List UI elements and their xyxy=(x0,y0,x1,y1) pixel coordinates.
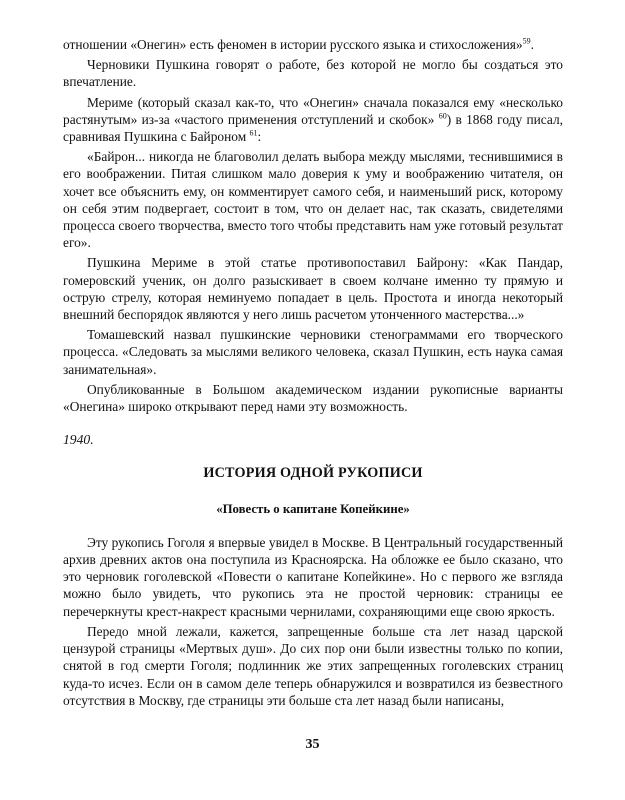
paragraph-5: Пушкина Мериме в этой статье противопоставил Байрону: «Как Пандар, гомеровский ученик, он долго разыскивает в своем колчане именно ту прямую и острую стрелу, которая неминуемо попадает в цель. Простота и иногда некоторый внешний беспорядок являются у него лишь расчетом утонченного мастерства...» xyxy=(63,255,563,323)
paragraph-1-tail: . xyxy=(530,37,534,52)
footnote-ref-60[interactable]: 60 xyxy=(438,111,447,121)
paragraph-1-text: отношении «Онегин» есть феномен в истории русского языка и стихосложения» xyxy=(63,37,523,52)
paragraph-8: Эту рукопись Гоголя я впервые увидел в Москве. В Центральный государственный архив древних актов она поступила из Красноярска. На обложке ее было сказано, что это черновик гоголевской «Повести о капитане Копейкине». Но с первого же взгляда можно было увидеть, что рукопись эта не простой черновик: страницы ее перечеркнуты крест-накрест красными чернилами, сохраняющими еще свою яркость. xyxy=(63,534,563,619)
page-number: 35 xyxy=(305,737,320,752)
paragraph-3-tail: ) в 1868 году писал, сравнивая Пушкина с Байроном xyxy=(63,111,563,145)
chapter-title: ИСТОРИЯ ОДНОЙ РУКОПИСИ xyxy=(203,465,423,482)
footnote-ref-61[interactable]: 61 xyxy=(249,128,258,138)
paragraph-3 xyxy=(63,94,563,146)
quote-paragraph: «Байрон... никогда не благоволил делать выбора между мыслями, теснившимися в его воображении. Питая слишком мало доверия к уму и воображению читателя, он хочет все объяснить ему, он комментирует самого себя, и наименьший риск, которому он себя этим подвергает, состоит в том, что он делает нас, так сказать, свидетелями процесса своего творчества, вместо того чтобы представить нам уже готовый результат его». xyxy=(63,149,563,251)
chapter-subtitle: «Повесть о капитане Копейкине» xyxy=(216,501,410,516)
paragraph-6: Томашевский назвал пушкинские черновики стенограммами его творческого процесса. «Следовать за мыслями великого человека, сказал Пушкин, есть наука самая занимательная». xyxy=(63,327,563,377)
footnote-ref-59[interactable]: 59 xyxy=(522,36,531,46)
paragraph-9: Передо мной лежали, кажется, запрещенные больше ста лет назад царской цензурой страницы «Мертвых душ». До сих пор они были известны только по копии, снятой в год смерти Гоголя; подлинник же этих запрещенных гоголевских страниц куда-то исчез. Если он в самом деле теперь обнаружился и возвратился из безвестного отсутствия в Москву, где страницы эти больше ста лет назад были написаны, xyxy=(63,623,563,708)
paragraph-7: Опубликованные в Большом академическом издании рукописные варианты «Онегина» широко открывают перед нами эту возможность. xyxy=(63,381,563,415)
paragraph-3-tail2: : xyxy=(257,129,262,145)
paragraph-1 xyxy=(63,36,563,53)
paragraph-3-text: Мериме (который сказал как-то, что «Онегин» сначала показался ему «несколько растянутым» из-за «частого применения отступлений и скобок» xyxy=(63,94,563,127)
paragraph-2: Черновики Пушкина говорят о работе, без которой не могло бы создаться это впечатление. xyxy=(63,57,563,90)
document-page xyxy=(63,36,563,712)
date-line: 1940. xyxy=(63,432,94,448)
